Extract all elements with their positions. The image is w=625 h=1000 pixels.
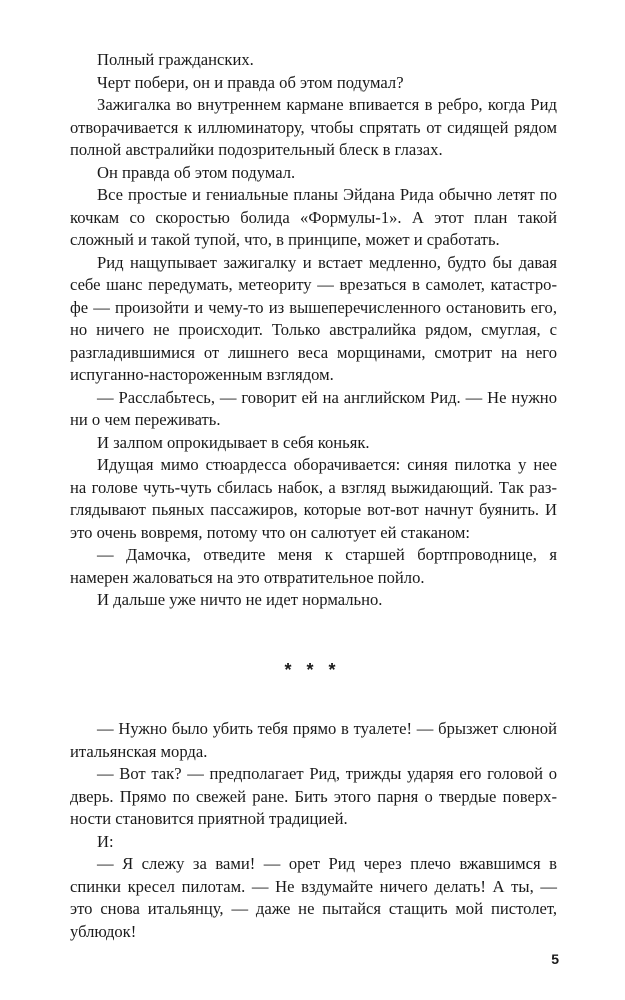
paragraph: И:	[97, 831, 114, 851]
paragraph: — Расслабьтесь, — говорит ей на английском Рид. — Не нужно ни о чем переживать.	[70, 387, 557, 429]
paragraph: Полный гражданских.	[97, 50, 254, 69]
paragraph: — Я слежу за вами! — орет Рид через плечо вжавшимся в спинки кресел пилотам. — Не вздумайте ничего делать! А ты, — это снова итальянцу, — даже не пытайся стащить мой пистолет, ублюдок!	[70, 854, 557, 941]
paragraph: И залпом опрокидывает в себя коньяк.	[97, 432, 370, 452]
paragraph: Все простые и гениальные планы Эйдана Рида обычно летят по кочкам со скоростью болида «Формулы-1». А этот план такой сложный и такой тупой, что, в принципе, может и сработать.	[70, 185, 557, 249]
paragraph: Черт побери, он и правда об этом подумал?	[97, 72, 404, 92]
paragraph: Идущая мимо стюардесса оборачивается: синяя пилотка у нее на голове чуть-чуть сбилась набок, а взгляд выжидающий. Так разглядывают пьяных пассажиров, которые вот-вот начнут буянить. И это очень вовремя, потому что он салютует ей стаканом:	[70, 455, 557, 542]
paragraph: — Дамочка, отведите меня к старшей бортпроводнице, я намерен жаловаться на это отвратительное пойло.	[70, 545, 557, 587]
paragraph: — Вот так? — предполагает Рид, трижды ударяя его головой о дверь. Прямо по свежей ране. Бить этого парня о твердые поверхности становится приятной традицией.	[70, 764, 557, 828]
paragraph: Он правда об этом подумал.	[97, 162, 296, 182]
text-section-1	[70, 49, 557, 612]
section-separator: * * *	[284, 660, 341, 680]
page-number: 5	[551, 951, 559, 967]
paragraph: Рид нащупывает зажигалку и встает медленно, будто бы давая себе шанс передумать, метеориту — врезаться в самолет, катастрофе — произойти и чему-то из вышеперечисленного остановить его, но ничего не происходит. Только австралийка рядом, смуглая, с разгладившимися от лишнего веса морщинами, смотрит на него испуганно-настороженным взглядом.	[70, 252, 557, 384]
paragraph: И дальше уже ничто не идет нормально.	[97, 590, 383, 609]
paragraph: Зажигалка во внутреннем кармане впивается в ребро, когда Рид отворачивается к иллюминатору, чтобы спрятать от сидящей рядом полной австралийки подозрительный блеск в глазах.	[70, 95, 557, 159]
paragraph: — Нужно было убить тебя прямо в туалете! — брызжет слюной итальянская морда.	[70, 719, 557, 761]
text-section-2	[70, 718, 557, 943]
